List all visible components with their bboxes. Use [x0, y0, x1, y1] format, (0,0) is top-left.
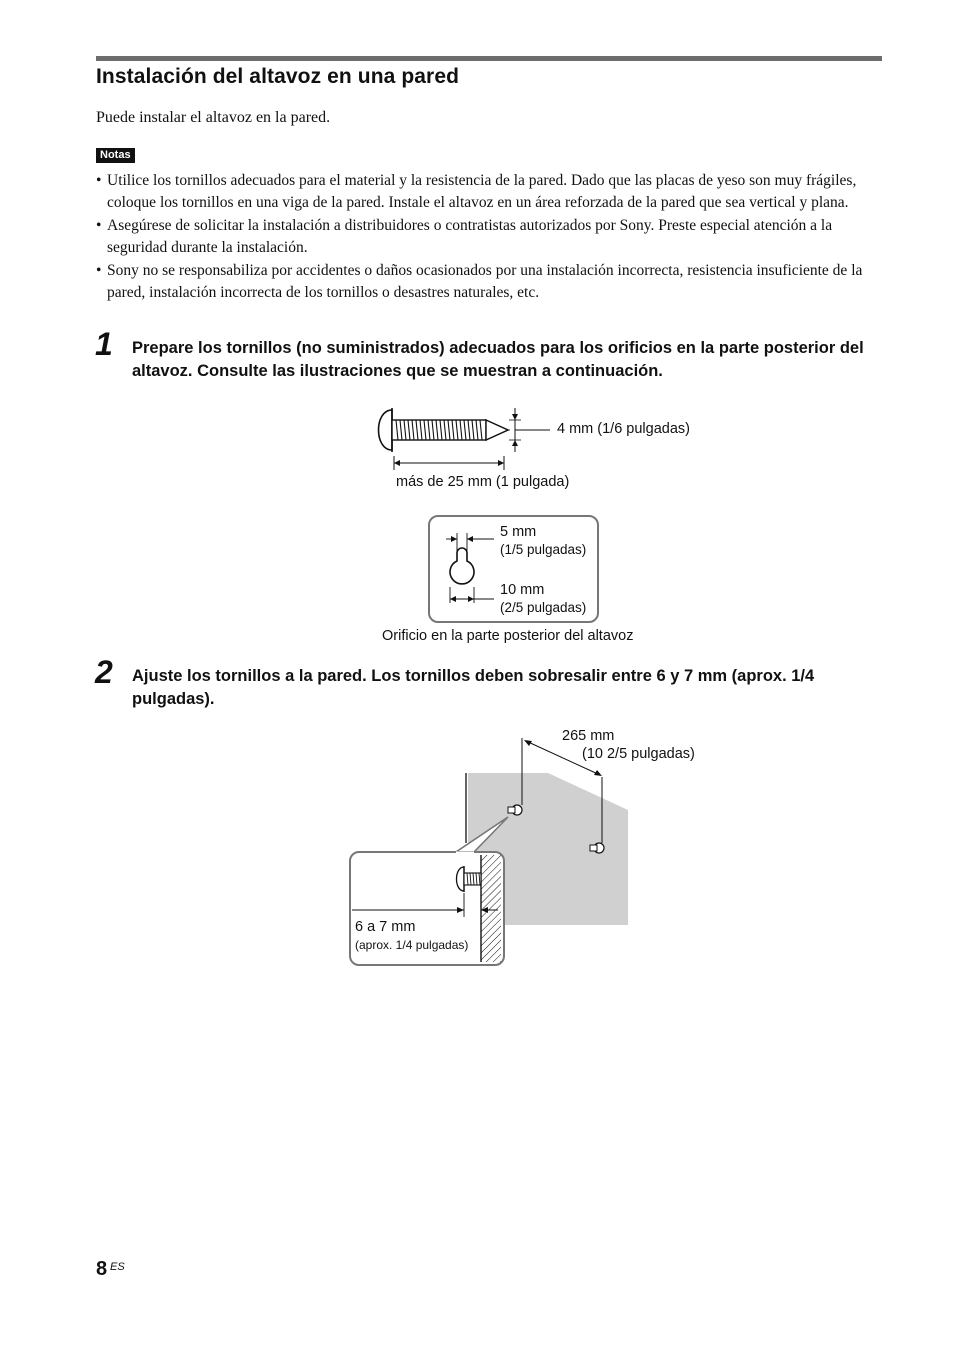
- wall-screw-right: [590, 843, 604, 853]
- intro-text: Puede instalar el altavoz en la pared.: [96, 109, 331, 126]
- keyhole-height-label: 10 mm: [500, 582, 545, 598]
- step-2-text: Ajuste los tornillos a la pared. Los tornillos deben sobresalir entre 6 y 7 mm (aprox. 1/4 pulgadas).: [132, 667, 815, 708]
- notes-list: [96, 170, 886, 305]
- keyhole-height-label-inches: (2/5 pulgadas): [500, 600, 587, 615]
- wall-screw-left: [508, 805, 522, 815]
- page-title: Instalación del altavoz en una pared: [96, 65, 460, 88]
- protrusion-label-inches: (aprox. 1/4 pulgadas): [355, 938, 469, 952]
- step-1-text: Prepare los tornillos (no suministrados) adecuados para los orificios en la parte posterior del altavoz. Consulte las ilustraciones que se muestran a continuación.: [132, 339, 864, 380]
- wall-section-hatch: [481, 855, 501, 962]
- keyhole-width-label-inches: (1/5 pulgadas): [500, 542, 587, 557]
- screw-diameter-label: 4 mm (1/6 pulgadas): [557, 421, 690, 437]
- screw-head: [379, 410, 393, 450]
- step-1-number: 1: [95, 326, 113, 362]
- page-language-suffix: ES: [110, 1261, 125, 1273]
- spacing-label-inches: (10 2/5 pulgadas): [582, 746, 695, 762]
- spacing-label: 265 mm: [562, 728, 615, 744]
- top-rule: [96, 56, 882, 61]
- screw-tip: [486, 420, 508, 440]
- notes-badge: Notas: [96, 148, 135, 163]
- note-item: • Asegúrese de solicitar la instalación a distribuidores o contratistas autorizados por Sony. Preste especial atención a la seguridad durante la instalación.: [96, 215, 886, 258]
- note-item: • Utilice los tornillos adecuados para el material y la resistencia de la pared. Dado que las placas de yeso son muy frágiles, coloque los tornillos en una viga de la pared. Instale el altavoz en un área reforzada de la pared que sea vertical y plana.: [96, 170, 886, 213]
- protrusion-label: 6 a 7 mm: [355, 919, 416, 935]
- screw-diagram: [370, 398, 570, 478]
- page-number: 8: [96, 1258, 108, 1280]
- note-item: • Sony no se responsabiliza por accidentes o daños ocasionados por una instalación incorrecta, resistencia insuficiente de la pared, instalación incorrecta de los tornillos o desastres naturales, etc.: [96, 260, 886, 303]
- keyhole-width-label: 5 mm: [500, 524, 537, 540]
- screw-length-label: más de 25 mm (1 pulgada): [396, 474, 570, 490]
- keyhole-caption: Orificio en la parte posterior del altavoz: [382, 628, 634, 644]
- step-2-number: 2: [95, 654, 113, 690]
